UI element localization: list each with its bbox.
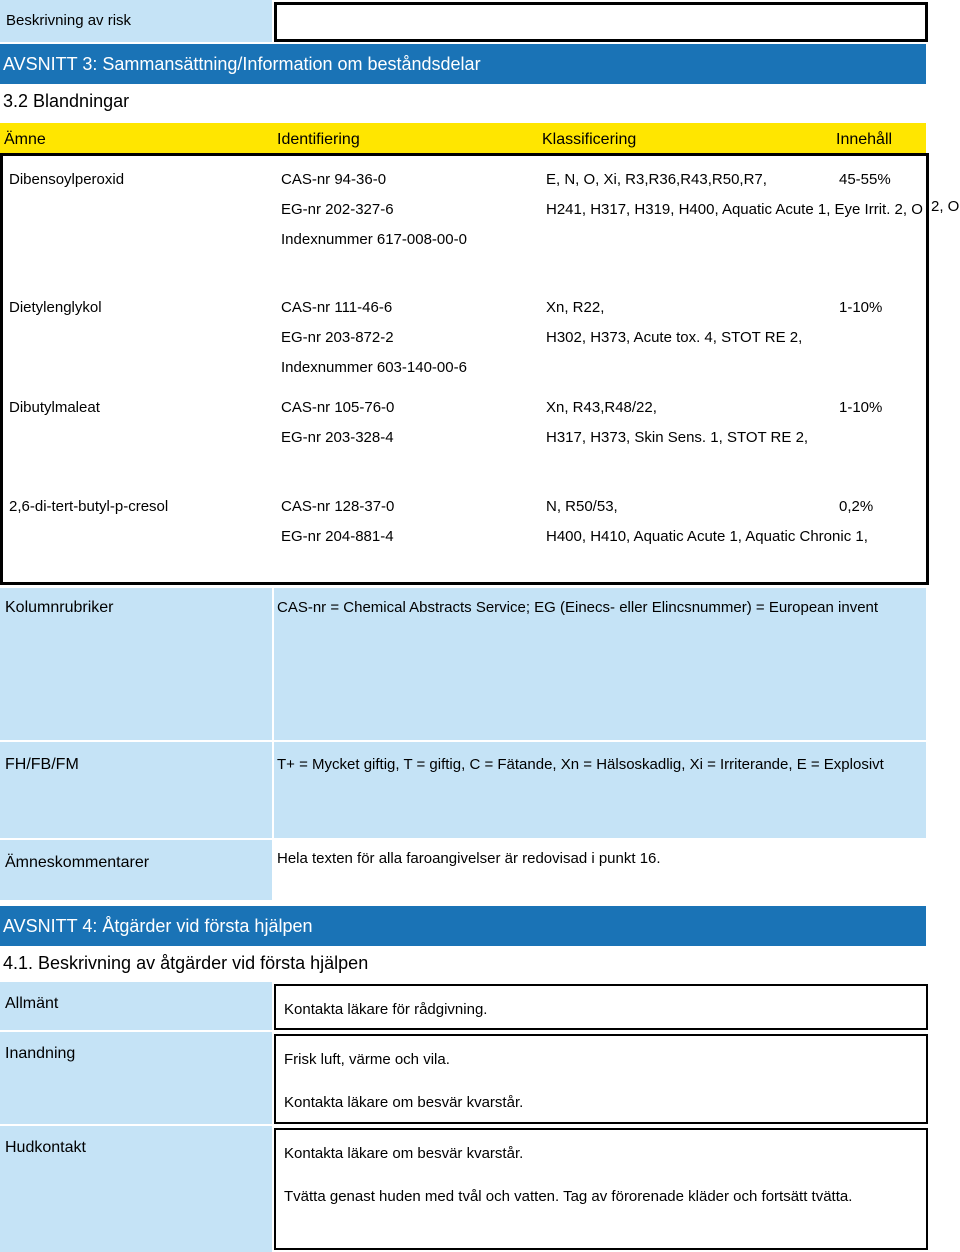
hudkontakt-value-box[interactable]	[274, 1128, 928, 1250]
composition-table	[0, 153, 929, 585]
risk-label-cell	[0, 0, 272, 42]
row2-class-2: H302, H373, Acute tox. 4, STOT RE 2,	[546, 329, 803, 346]
row1-class-1: E, N, O, Xi, R3,R36,R43,R50,R7,	[546, 171, 767, 188]
hudkontakt-line-2: Tvätta genast huden med tvål och vatten. Tag av förorenade kläder och fortsätt tvätta.	[284, 1188, 853, 1205]
hudkontakt-label-cell	[0, 1126, 272, 1252]
row4-class-2: H400, H410, Aquatic Acute 1, Aquatic Chronic 1,	[546, 528, 868, 545]
row3-id-cas: CAS-nr 105-76-0	[281, 399, 395, 416]
row3-content: 1-10%	[839, 399, 883, 416]
amnes-label: Ämneskommentarer	[5, 854, 150, 871]
kolumn-label: Kolumnrubriker	[5, 599, 114, 616]
row3-id-eg: EG-nr 203-328-4	[281, 429, 394, 446]
row4-id-eg: EG-nr 204-881-4	[281, 528, 394, 545]
row2-id-index: Indexnummer 603-140-00-6	[281, 359, 467, 376]
row1-id-eg: EG-nr 202-327-6	[281, 201, 394, 218]
section3-title-bar	[0, 44, 926, 84]
allmant-label: Allmänt	[5, 995, 59, 1012]
section3-subtitle: 3.2 Blandningar	[3, 91, 130, 111]
row3-class-2: H317, H373, Skin Sens. 1, STOT RE 2,	[546, 429, 809, 446]
row3-name: Dibutylmaleat	[9, 399, 100, 416]
fhfbfm-text: T+ = Mycket giftig, T = giftig, C = Fätande, Xn = Hälsoskadlig, Xi = Irriterande, E = Explosivt	[277, 756, 884, 773]
row1-name: Dibensoylperoxid	[9, 171, 125, 188]
header-amne: Ämne	[4, 131, 46, 148]
fhfbfm-label: FH/FB/FM	[5, 756, 79, 773]
section4-subtitle: 4.1. Beskrivning av åtgärder vid första hjälpen	[3, 953, 369, 973]
section4-title-bar	[0, 906, 926, 946]
row3-class-1: Xn, R43,R48/22,	[546, 399, 657, 416]
inandning-line-1: Frisk luft, värme och vila.	[284, 1051, 450, 1068]
inandning-label: Inandning	[5, 1045, 76, 1062]
row2-id-cas: CAS-nr 111-46-6	[281, 299, 393, 316]
row4-content: 0,2%	[839, 498, 874, 515]
risk-label: Beskrivning av risk	[6, 12, 132, 29]
row1-class-2: H241, H317, H319, H400, Aquatic Acute 1, Eye Irrit. 2, O	[546, 201, 923, 218]
row2-class-1: Xn, R22,	[546, 299, 605, 316]
row4-class-1: N, R50/53,	[546, 498, 618, 515]
row4-name: 2,6-di-tert-butyl-p-cresol	[9, 498, 169, 515]
kolumn-text: CAS-nr = Chemical Abstracts Service; EG (Einecs- eller Elincsnummer) = European invent	[277, 599, 879, 616]
amnes-text: Hela texten för alla faroangivelser är redovisad i punkt 16.	[277, 850, 661, 867]
risk-value-box[interactable]	[274, 2, 928, 42]
row1-id-cas: CAS-nr 94-36-0	[281, 171, 387, 188]
allmant-label-cell	[0, 982, 272, 1030]
inandning-line-2: Kontakta läkare om besvär kvarstår.	[284, 1094, 524, 1111]
inandning-label-cell	[0, 1032, 272, 1124]
header-klassificering: Klassificering	[542, 131, 637, 148]
table-right-border	[926, 156, 929, 582]
fhfbfm-label-cell	[0, 742, 272, 838]
hudkontakt-line-1: Kontakta läkare om besvär kvarstår.	[284, 1145, 524, 1162]
section4-title: AVSNITT 4: Åtgärder vid första hjälpen	[3, 915, 313, 936]
inandning-value-box[interactable]	[274, 1034, 928, 1124]
header-innehall: Innehåll	[836, 131, 893, 148]
amnes-label-cell	[0, 840, 272, 900]
row2-name: Dietylenglykol	[9, 299, 102, 316]
hudkontakt-label: Hudkontakt	[5, 1139, 86, 1156]
header-identifiering: Identifiering	[277, 131, 360, 148]
row4-id-cas: CAS-nr 128-37-0	[281, 498, 395, 515]
kolumn-label-cell	[0, 588, 272, 740]
section3-title: AVSNITT 3: Sammansättning/Information om beståndsdelar	[3, 53, 481, 74]
allmant-text: Kontakta läkare för rådgivning.	[284, 1001, 488, 1018]
row1-id-index: Indexnummer 617-008-00-0	[281, 231, 467, 248]
row1-content: 45-55%	[839, 171, 891, 188]
composition-header-row	[0, 123, 926, 153]
row1-class-2-overflow: 2, O	[931, 198, 960, 215]
allmant-value-box[interactable]	[274, 984, 928, 1030]
row2-id-eg: EG-nr 203-872-2	[281, 329, 394, 346]
row2-content: 1-10%	[839, 299, 883, 316]
